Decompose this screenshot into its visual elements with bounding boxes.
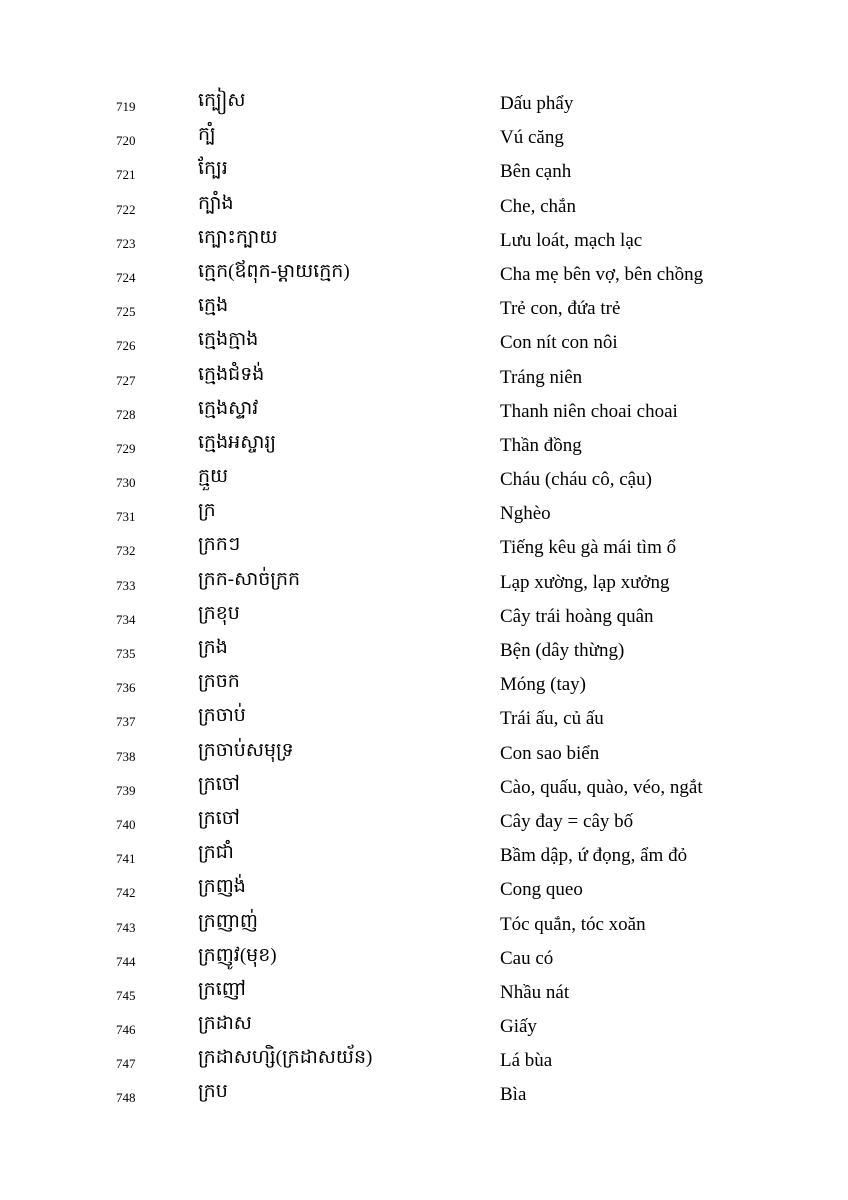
- list-item: [0, 462, 848, 496]
- vietnamese-meaning: Dấu phẩy: [500, 93, 574, 114]
- list-item: [0, 496, 848, 530]
- entry-number: 743: [116, 919, 136, 935]
- vietnamese-meaning: Trẻ con, đứa trẻ: [500, 298, 621, 320]
- entry-number: 742: [116, 885, 136, 901]
- khmer-word: ក្រប: [198, 1081, 228, 1103]
- entry-number: 721: [116, 167, 136, 183]
- entry-number: 739: [116, 782, 136, 798]
- list-item: [0, 394, 848, 428]
- vietnamese-meaning: Cha mẹ bên vợ, bên chồng: [500, 263, 704, 285]
- khmer-word: ក្រញៅ: [198, 978, 246, 1000]
- vietnamese-meaning: Trái ấu, củ ấu: [500, 708, 604, 730]
- list-item: [0, 941, 848, 975]
- vietnamese-meaning: Cau có: [500, 947, 554, 969]
- khmer-word: ក្រ: [198, 500, 216, 522]
- vietnamese-meaning: Con sao biển: [500, 742, 600, 764]
- khmer-word: ក្មេងអស្ចារ្យ: [198, 431, 277, 453]
- entry-number: 736: [116, 680, 136, 696]
- list-item: [0, 86, 848, 120]
- list-item: [0, 667, 848, 701]
- entry-number: 731: [116, 509, 136, 525]
- entry-number: 725: [116, 304, 136, 320]
- vietnamese-meaning: Cây trái hoàng quân: [500, 605, 654, 627]
- list-item: [0, 1077, 848, 1111]
- list-item: [0, 872, 848, 906]
- entry-number: 730: [116, 475, 136, 491]
- entry-number: 740: [116, 816, 136, 832]
- khmer-word: ក្រញង់: [198, 876, 246, 898]
- khmer-word: ក្រចក: [198, 671, 240, 693]
- list-item: [0, 428, 848, 462]
- entry-number: 735: [116, 646, 136, 661]
- list-item: [0, 189, 848, 223]
- list-item: [0, 1043, 848, 1077]
- khmer-word: ក្រក-សាច់ក្រក: [198, 568, 301, 590]
- khmer-word: ក្បំ: [198, 124, 216, 146]
- entry-number: 747: [116, 1056, 136, 1072]
- entry-number: 738: [116, 748, 136, 764]
- list-item: [0, 257, 848, 291]
- list-item: [0, 907, 848, 941]
- vietnamese-meaning: Tiếng kêu gà mái tìm ổ: [500, 537, 677, 559]
- entry-list: [0, 86, 848, 1112]
- entry-number: 729: [116, 440, 136, 456]
- entry-number: 741: [116, 851, 136, 867]
- vietnamese-meaning: Lạp xường, lạp xưởng: [500, 571, 670, 593]
- vietnamese-meaning: Cây đay = cây bố: [500, 810, 634, 832]
- list-item: [0, 770, 848, 804]
- list-item: [0, 360, 848, 394]
- khmer-word: ក្មេងស្ទាវ: [198, 397, 259, 419]
- khmer-word: ក្រកៗ: [198, 534, 241, 556]
- list-item: [0, 120, 848, 154]
- list-item: [0, 291, 848, 325]
- entry-number: 727: [116, 372, 136, 388]
- vietnamese-meaning: Nhầu nát: [500, 981, 570, 1003]
- khmer-word: ក្រដាស: [198, 1013, 252, 1035]
- vietnamese-meaning: Cong queo: [500, 879, 583, 901]
- khmer-word: ក្រចាប់សមុទ្រ: [198, 739, 294, 761]
- entry-number: 733: [116, 577, 136, 593]
- entry-number: 734: [116, 611, 136, 627]
- khmer-word: ក្មេងក្មាង: [198, 329, 259, 351]
- entry-number: 746: [116, 1022, 136, 1038]
- entry-number: 722: [116, 201, 136, 217]
- entry-number: 745: [116, 987, 136, 1003]
- khmer-word: ក្មេក(ឪពុក-ម្តាយក្មេក): [198, 260, 350, 282]
- khmer-word: ក្រចាប់: [198, 705, 246, 727]
- list-item: [0, 599, 848, 633]
- entry-number: 719: [116, 99, 136, 114]
- entry-number: 732: [116, 543, 136, 559]
- vietnamese-meaning: Lưu loát, mạch lạc: [500, 229, 643, 251]
- list-item: [0, 223, 848, 257]
- khmer-word: ក្បៀស: [198, 90, 246, 111]
- list-item: [0, 1009, 848, 1043]
- khmer-word: ក្រញូវ(មុខ): [198, 944, 277, 966]
- list-item: [0, 975, 848, 1009]
- entry-number: 748: [116, 1090, 136, 1106]
- entry-number: 720: [116, 133, 136, 149]
- list-item: [0, 530, 848, 564]
- list-item: [0, 701, 848, 735]
- vietnamese-meaning: Con nít con nôi: [500, 332, 618, 354]
- entry-number: 728: [116, 406, 136, 422]
- khmer-word: ក្រង: [198, 637, 228, 658]
- vietnamese-meaning: Lá bùa: [500, 1050, 553, 1072]
- khmer-word: ក្មេង: [198, 295, 229, 317]
- vietnamese-meaning: Bên cạnh: [500, 161, 572, 183]
- khmer-word: ក្រចៅ: [198, 773, 240, 795]
- vietnamese-meaning: Bện (dây thừng): [500, 640, 625, 661]
- khmer-word: ក្រចៅ: [198, 807, 240, 829]
- vietnamese-meaning: Bầm dập, ứ đọng, ẩm đỏ: [500, 845, 688, 867]
- khmer-word: ក្មួយ: [198, 466, 229, 488]
- list-item: [0, 736, 848, 770]
- vietnamese-meaning: Tóc quắn, tóc xoăn: [500, 913, 646, 935]
- khmer-word: ក្រញាញ់: [198, 910, 258, 932]
- entry-number: 744: [116, 953, 136, 969]
- vietnamese-meaning: Móng (tay): [500, 674, 587, 696]
- khmer-word: ក្មេងជំទង់: [198, 363, 265, 385]
- vietnamese-meaning: Bìa: [500, 1084, 527, 1106]
- vietnamese-meaning: Thần đồng: [500, 434, 582, 456]
- vietnamese-meaning: Tráng niên: [500, 366, 583, 388]
- vietnamese-meaning: Che, chắn: [500, 195, 576, 217]
- entry-number: 737: [116, 714, 136, 730]
- khmer-word: ក្បែរ: [198, 158, 228, 180]
- list-item: [0, 565, 848, 599]
- entry-number: 724: [116, 269, 136, 285]
- vietnamese-meaning: Nghèo: [500, 503, 551, 525]
- list-item: [0, 804, 848, 838]
- entry-number: 726: [116, 338, 136, 354]
- vietnamese-meaning: Thanh niên choai choai: [500, 400, 678, 422]
- vietnamese-meaning: Cháu (cháu cô, cậu): [500, 469, 652, 491]
- list-item: [0, 325, 848, 359]
- list-item: [0, 838, 848, 872]
- khmer-word: ក្រជាំ: [198, 842, 234, 864]
- khmer-word: ក្បាំង: [198, 192, 234, 214]
- entry-number: 723: [116, 235, 136, 251]
- khmer-word: ក្បោះក្បាយ: [198, 226, 278, 248]
- khmer-word: ក្រដាសហ្សិ(ក្រដាសយ័ន): [198, 1047, 373, 1069]
- khmer-word: ក្រខុប: [198, 602, 240, 624]
- vietnamese-meaning: Vú căng: [500, 127, 564, 149]
- vietnamese-meaning: Giấy: [500, 1016, 537, 1038]
- vietnamese-meaning: Cào, quấu, quào, véo, ngắt: [500, 776, 703, 798]
- list-item: [0, 633, 848, 667]
- list-item: [0, 154, 848, 188]
